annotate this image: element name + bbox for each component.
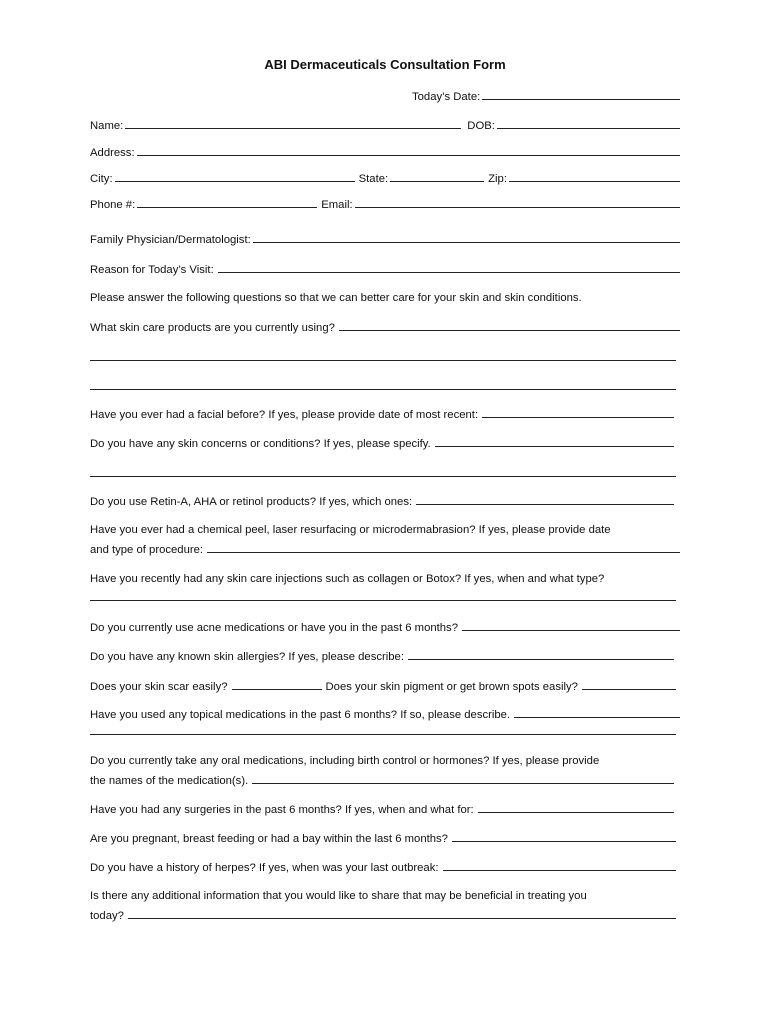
city-field[interactable] — [115, 169, 355, 182]
reason-field[interactable] — [218, 260, 680, 273]
scar-field[interactable] — [232, 677, 322, 690]
email-field[interactable] — [355, 195, 680, 208]
surgeries-question: Have you had any surgeries in the past 6 months? If yes, when and what for: — [90, 804, 474, 816]
address-label: Address: — [90, 147, 135, 159]
herpes-row — [90, 858, 676, 878]
topical-question: Have you used any topical medications in the past 6 months? If so, please describe. — [90, 709, 511, 721]
phone-field[interactable] — [137, 195, 317, 208]
products-field[interactable] — [339, 318, 680, 331]
pregnant-field[interactable] — [452, 829, 676, 842]
name-dob-row — [90, 116, 680, 136]
additional-row — [90, 906, 676, 926]
facial-row — [90, 405, 674, 425]
reason-row — [90, 260, 680, 280]
retin-field[interactable] — [416, 492, 674, 505]
surgeries-row — [90, 800, 674, 820]
pigment-field[interactable] — [582, 677, 676, 690]
products-extra-line-1[interactable] — [90, 360, 676, 361]
physician-label: Family Physician/Dermatologist: — [90, 234, 251, 246]
pregnant-question: Are you pregnant, breast feeding or had a bay within the last 6 months? — [90, 833, 448, 845]
surgeries-field[interactable] — [478, 800, 674, 813]
injections-question: Have you recently had any skin care injections such as collagen or Botox? If yes, when and what type? — [90, 573, 605, 585]
pigment-question: Does your skin pigment or get brown spots easily? — [325, 681, 578, 693]
peel-question-line-2: and type of procedure: — [90, 544, 204, 556]
peel-question-line-1: Have you ever had a chemical peel, laser resurfacing or microdermabrasion? If yes, please provide date — [90, 524, 611, 536]
todays-date-row — [412, 87, 680, 107]
physician-field[interactable] — [253, 230, 680, 243]
herpes-field[interactable] — [443, 858, 676, 871]
allergies-field[interactable] — [408, 647, 674, 660]
products-extra-line-2[interactable] — [90, 389, 676, 390]
scar-pigment-row — [90, 677, 676, 697]
state-label: State: — [358, 173, 389, 185]
additional-question-line-2: today? — [90, 910, 124, 922]
retin-row — [90, 492, 674, 512]
email-label: Email: — [321, 199, 353, 211]
scar-question: Does your skin scar easily? — [90, 681, 228, 693]
concerns-row — [90, 434, 674, 454]
todays-date-field[interactable] — [482, 87, 680, 100]
products-row — [90, 318, 680, 338]
dob-label: DOB: — [467, 120, 495, 132]
retin-question: Do you use Retin-A, AHA or retinol products? If yes, which ones: — [90, 496, 413, 508]
phone-email-row — [90, 195, 680, 215]
reason-label: Reason for Today’s Visit: — [90, 264, 214, 276]
pregnant-row — [90, 829, 676, 849]
oral-field[interactable] — [252, 771, 674, 784]
name-field[interactable] — [125, 116, 461, 129]
city-state-zip-row — [90, 169, 680, 189]
name-label: Name: — [90, 120, 124, 132]
topical-row — [90, 705, 680, 725]
allergies-row — [90, 647, 674, 667]
address-field[interactable] — [137, 143, 680, 156]
injections-field[interactable] — [90, 600, 676, 601]
additional-field[interactable] — [128, 906, 676, 919]
facial-field[interactable] — [482, 405, 674, 418]
concerns-extra-line[interactable] — [90, 476, 676, 477]
acne-row — [90, 618, 680, 638]
phone-label: Phone #: — [90, 199, 136, 211]
instructions-text: Please answer the following questions so that we can better care for your skin and skin conditions. — [90, 292, 582, 304]
todays-date-label: Today’s Date: — [412, 91, 481, 103]
zip-field[interactable] — [509, 169, 680, 182]
oral-row — [90, 771, 674, 791]
allergies-question: Do you have any known skin allergies? If yes, please describe: — [90, 651, 404, 663]
herpes-question: Do you have a history of herpes? If yes, when was your last outbreak: — [90, 862, 439, 874]
topical-field[interactable] — [514, 705, 680, 718]
acne-field[interactable] — [462, 618, 680, 631]
peel-field[interactable] — [207, 540, 680, 553]
concerns-field[interactable] — [435, 434, 674, 447]
city-label: City: — [90, 173, 113, 185]
facial-question: Have you ever had a facial before? If yes, please provide date of most recent: — [90, 409, 479, 421]
additional-question-line-1: Is there any additional information that you would like to share that may be beneficial in treating you — [90, 890, 587, 902]
form-title: ABI Dermaceuticals Consultation Form — [264, 57, 506, 72]
address-row — [90, 143, 680, 163]
zip-label: Zip: — [488, 173, 507, 185]
peel-row — [90, 540, 680, 560]
oral-question-line-2: the names of the medication(s). — [90, 775, 249, 787]
oral-question-line-1: Do you currently take any oral medications, including birth control or hormones? If yes, please provide — [90, 755, 600, 767]
acne-question: Do you currently use acne medications or have you in the past 6 months? — [90, 622, 458, 634]
dob-field[interactable] — [497, 116, 680, 129]
products-question: What skin care products are you currently using? — [90, 322, 335, 334]
concerns-question: Do you have any skin concerns or conditions? If yes, please specify. — [90, 438, 431, 450]
topical-extra-line[interactable] — [90, 734, 676, 735]
physician-row — [90, 230, 680, 250]
state-field[interactable] — [390, 169, 484, 182]
